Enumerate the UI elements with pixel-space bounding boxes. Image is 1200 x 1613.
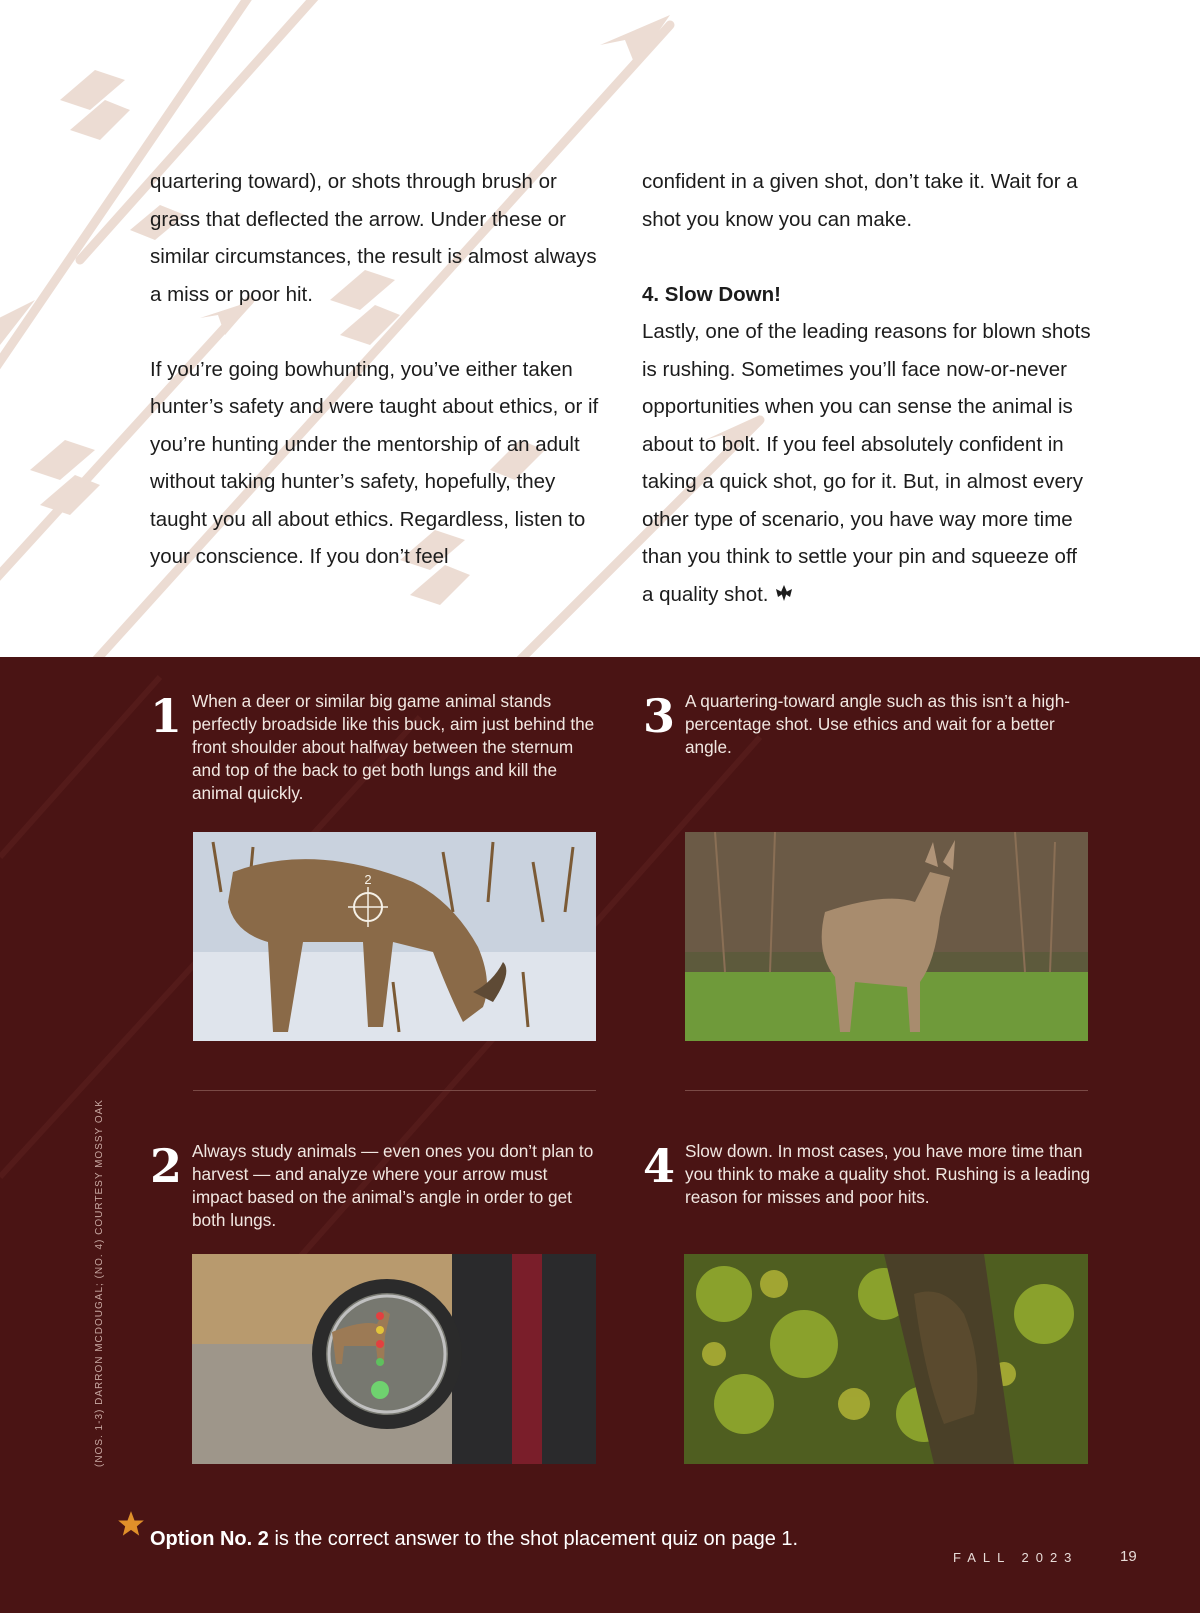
article-text-section	[0, 0, 1200, 657]
quiz-item-1	[150, 690, 600, 810]
issue-label: FALL 2023	[953, 1550, 1079, 1565]
divider	[685, 1090, 1088, 1091]
item-caption: A quartering-toward angle such as this isn’t a high-percentage shot. Use ethics and wait for a better angle.	[685, 691, 1071, 757]
right-paragraph-2-text: Lastly, one of the leading reasons for blown shots is rushing. Sometimes you’ll face now-or-never opportunities when you can sense the animal is about to bolt. If you feel absolutely confident in taking a quick shot, go for it. But, in almost every other type of scenario, you have way more time than you think to settle your pin and squeeze off a quality shot.	[642, 320, 1091, 606]
section-heading: 4. Slow Down!	[642, 282, 781, 306]
photo-quartering-doe	[685, 832, 1088, 1041]
divider	[193, 1090, 596, 1091]
photo-camouflaged-hunter	[684, 1254, 1088, 1464]
photo-credit: (NOS. 1-3) DARRON MCDOUGAL; (NO. 4) COURTESY MOSSY OAK	[94, 1099, 105, 1467]
star-icon	[117, 1510, 145, 1538]
right-paragraph-2	[642, 313, 1092, 613]
item-caption: When a deer or similar big game animal stands perfectly broadside like this buck, aim just behind the front shoulder about halfway between the sternum and top of the back to get both lungs and kill the animal quickly.	[192, 691, 595, 803]
page-number: 19	[1120, 1548, 1137, 1565]
left-paragraph-2: If you’re going bowhunting, you’ve either taken hunter’s safety and were taught about ethics, or if you’re hunting under the mentorship of an adult without taking hunter’s safety, hopefully, they taught you all about ethics. Regardless, listen to your conscience. If you don’t feel	[150, 357, 599, 568]
item-number: 1	[150, 689, 183, 743]
photo-bow-sight	[192, 1254, 596, 1464]
answer-option: Option No. 2	[150, 1528, 269, 1550]
left-paragraph-1: quartering toward), or shots through brush or grass that deflected the arrow. Under these or similar circumstances, the result is almost always a miss or poor hit.	[150, 170, 597, 306]
end-mark-icon	[774, 583, 794, 603]
photo-broadside-buck	[193, 832, 596, 1041]
aim-point-label: 2	[364, 872, 372, 887]
quiz-answer-line	[150, 1525, 798, 1553]
item-number: 3	[643, 689, 676, 743]
item-number: 4	[643, 1139, 676, 1193]
item-caption: Always study animals — even ones you don’t plan to harvest — and analyze where your arrow must impact based on the animal’s angle in order to get both lungs.	[192, 1141, 594, 1230]
item-caption: Slow down. In most cases, you have more time than you think to make a quality shot. Rushing is a leading reason for misses and poor hits.	[685, 1141, 1091, 1207]
item-number: 2	[150, 1139, 183, 1193]
answer-text: is the correct answer to the shot placement quiz on page 1.	[268, 1528, 799, 1550]
quiz-item-3	[643, 690, 1093, 810]
quiz-item-2	[150, 1140, 600, 1250]
right-text-column	[642, 163, 1092, 613]
right-paragraph-1: confident in a given shot, don’t take it. Wait for a shot you know you can make.	[642, 170, 1078, 231]
left-text-column	[150, 163, 600, 576]
quiz-item-4	[643, 1140, 1093, 1250]
